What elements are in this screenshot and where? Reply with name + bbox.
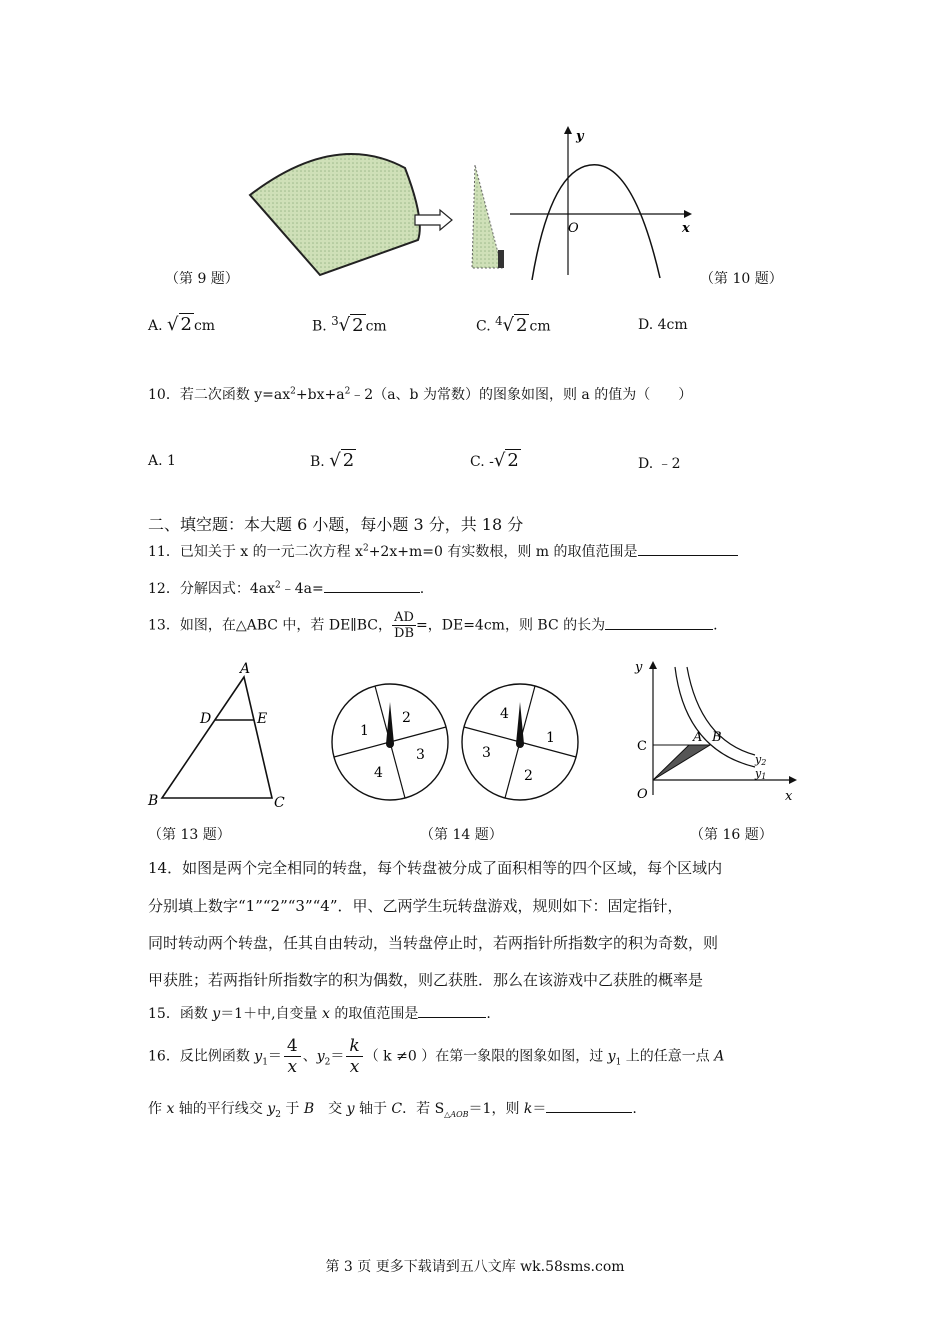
- triangle-aob: [653, 745, 710, 780]
- spinner-2: [462, 684, 578, 800]
- fig16-y-axis-label: y: [635, 660, 643, 675]
- figure-13: [140, 655, 300, 815]
- spinner-1: [332, 684, 448, 800]
- spinner-1-num: 1: [360, 723, 369, 739]
- q12-answer-blank: [324, 578, 420, 593]
- fig10-x-label: x: [682, 221, 690, 236]
- figure-14: [330, 682, 590, 807]
- q9-option-b: B. $^3$√ 2 cm: [312, 314, 387, 336]
- fig13-label-b: B: [148, 793, 159, 809]
- fig16-origin: O: [637, 787, 648, 802]
- fig13-label-c: C: [274, 795, 285, 811]
- q14-line-2: 分别填上数字“1”“2”“3”“4”．甲、乙两学生玩转盘游戏，规则如下：固定指针，: [148, 897, 683, 915]
- triangle-abc: [162, 677, 272, 798]
- q16-fraction-1: $\frac{4}{x}$: [284, 1036, 301, 1077]
- parabola: [532, 165, 660, 280]
- q9-option-a: A. √ 2 cm: [148, 314, 216, 335]
- fig13-caption: （第 13 题）: [148, 827, 231, 843]
- sector-shape: [250, 154, 420, 275]
- fig16-y2-label: y2: [755, 753, 767, 767]
- q13-answer-blank: [605, 615, 713, 630]
- q11-answer-blank: [638, 541, 738, 556]
- q14-line-3: 同时转动两个转盘，任其自由转动，当转盘停止时，若两指针所指数字的积为奇数，则: [148, 934, 719, 952]
- fig16-label-a: A: [693, 730, 703, 745]
- q16-fraction-2: $\frac{k}{x}$: [346, 1036, 362, 1077]
- q12: 12．分解因式：$4ax^2﹣4a=$ .: [148, 578, 424, 598]
- fig13-label-a: A: [240, 661, 251, 677]
- q16-line-2: 作 x 轴的平行线交 $y_2$ 于 B 交 y 轴于 C．若 $S_{\triangle AOB}=1$，则 k＝ .: [148, 1098, 637, 1120]
- spinner-1-num: 3: [416, 747, 425, 763]
- fig13-label-e: E: [257, 711, 268, 727]
- fig16-label-b: B: [712, 730, 722, 745]
- q11: 11．已知关于 x 的一元二次方程 $x^2+2x+m=0$ 有实数根，则 m 的取值范围是: [148, 541, 738, 561]
- q16-answer-blank: [546, 1098, 632, 1113]
- spinner-2-num: 3: [482, 745, 491, 761]
- figure-9: [240, 150, 530, 280]
- q13-fraction: $\frac{AD}{DB}$: [394, 610, 415, 641]
- q10-option-b: B. √ 2: [310, 450, 355, 471]
- q10-option-a: A. 1: [148, 453, 176, 469]
- q10-option-c: C. -√ 2: [470, 450, 519, 471]
- fig9-caption: （第 9 题）: [165, 271, 239, 287]
- section-2-title: 二、填空题：本大题 6 小题，每小题 3 分，共 18 分: [148, 515, 524, 534]
- q16-line-1: 16．反比例函数 $y_1=$ $\frac{4}{x}$ 、$y_2=$ $\frac{k}{x}$ （ k ≠0 ）在第一象限的图象如图，过 $y_1$ 上的任意一点 A: [148, 1036, 725, 1077]
- q10-option-d: D. ﹣2: [638, 456, 681, 472]
- fig13-label-d: D: [200, 711, 212, 727]
- spinner-1-num: 4: [374, 765, 383, 781]
- q10-stem: 10．若二次函数 $y=ax^2+bx+a^2﹣2(a$、b 为常数）的图象如图，则 a 的值为（ ）: [148, 386, 693, 403]
- q13: 13．如图，在△ABC 中，若 DE∥BC， $\frac{AD}{DB}$ =，DE=4cm，则 BC 的长为 .: [148, 610, 718, 641]
- figure-10: [510, 120, 700, 280]
- spinner-2-num: 4: [500, 706, 509, 722]
- spinner-2-num: 2: [524, 768, 533, 784]
- fig14-caption: （第 14 题）: [420, 827, 503, 843]
- q9-option-c: C. $^4$√ 2 cm: [476, 314, 551, 336]
- fig16-caption: （第 16 题）: [690, 827, 773, 843]
- fig10-caption: （第 10 题）: [700, 271, 783, 287]
- cone-shape: [472, 165, 502, 268]
- q15-answer-blank: [418, 1003, 486, 1018]
- page-footer: 第 3 页 更多下载请到五八文库 wk.58sms.com: [325, 1259, 625, 1275]
- q9-option-d: D. 4cm: [638, 317, 688, 333]
- spinner-2-num: 1: [546, 730, 555, 746]
- spinner-1-num: 2: [402, 710, 411, 726]
- fig16-label-c: C: [637, 739, 647, 754]
- fig16-x-axis-label: x: [785, 789, 793, 804]
- q14-line-1: 14．如图是两个完全相同的转盘，每个转盘被分成了面积相等的四个区域，每个区域内: [148, 859, 723, 877]
- fig16-y1-label: y1: [755, 767, 767, 781]
- q14-line-4: 甲获胜；若两指针所指数字的积为偶数，则乙获胜．那么在该游戏中乙获胜的概率是: [148, 971, 704, 989]
- fig10-y-label: y: [576, 129, 584, 144]
- q15: 15．函数 y＝1＋中,自变量 x 的取值范围是 .: [148, 1003, 491, 1023]
- fig10-origin: O: [568, 221, 579, 236]
- figure-16: [625, 655, 805, 805]
